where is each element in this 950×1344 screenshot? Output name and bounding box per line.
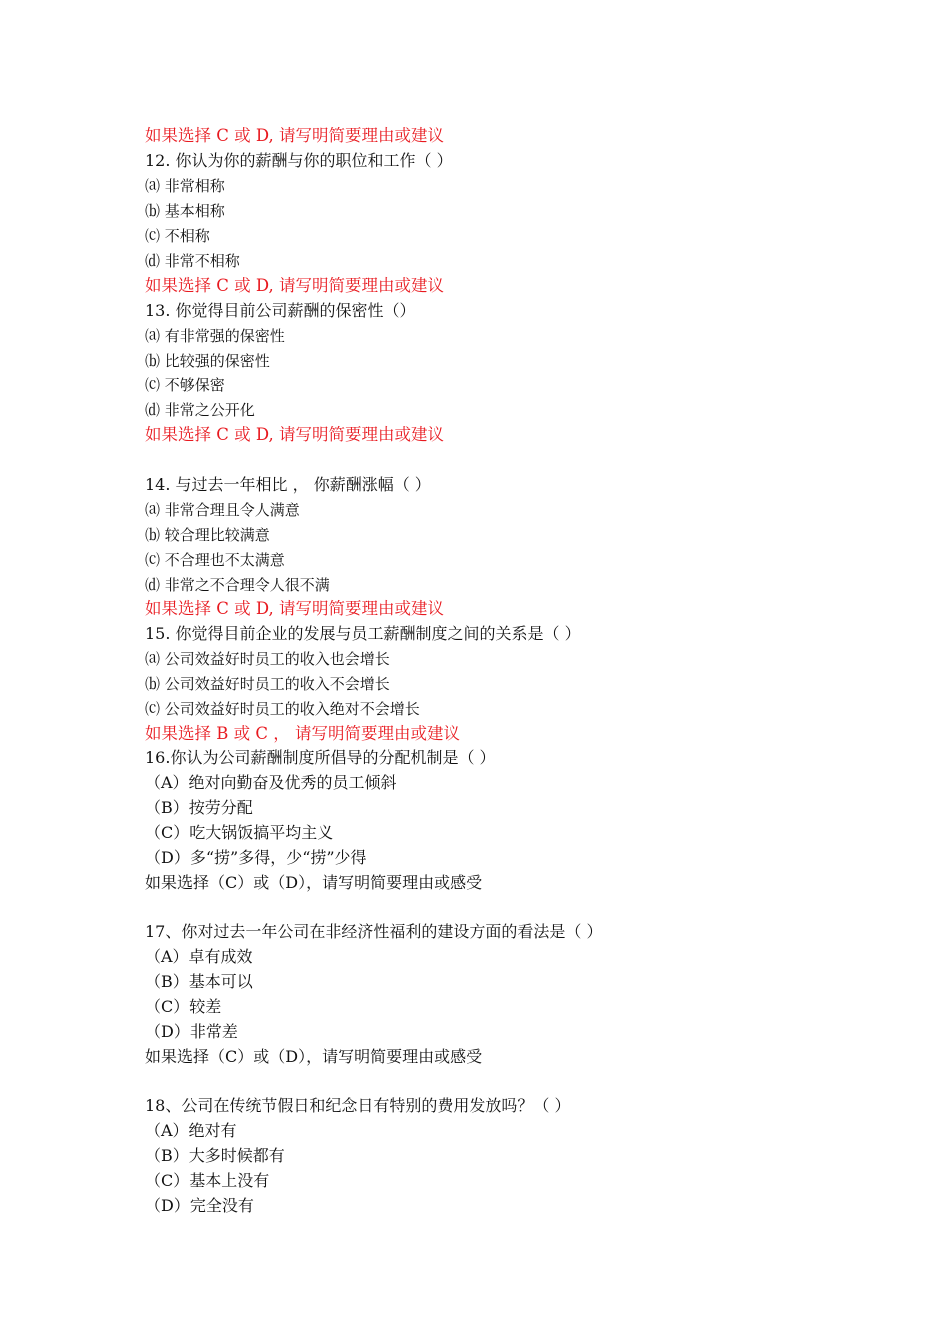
option-line: ⒟ 非常不相称 [145,252,240,270]
option-line: （A）绝对有 [145,1121,237,1140]
option-line: （C）基本上没有 [145,1171,270,1190]
note-line: 如果选择 C 或 D, 请写明简要理由或建议 [145,126,444,145]
option-line: ⒝ 较合理比较满意 [145,526,270,544]
option-line: （D）完全没有 [145,1196,254,1215]
reason-line: 如果选择（C）或（D），请写明简要理由或感受 [145,873,483,892]
option-line: （D）非常差 [145,1022,238,1041]
note-line: 如果选择 C 或 D, 请写明简要理由或建议 [145,425,444,444]
note-line: 如果选择 B 或 C ， 请写明简要理由或建议 [145,724,460,743]
option-line: ⒞ 公司效益好时员工的收入绝对不会增长 [145,700,420,718]
option-line: ⒜ 非常合理且令人满意 [145,501,300,519]
option-line: ⒜ 有非常强的保密性 [145,327,285,345]
reason-line: 如果选择（C）或（D），请写明简要理由或感受 [145,1047,483,1066]
option-line: （B）按劳分配 [145,798,253,817]
question-18: 18、公司在传统节假日和纪念日有特别的费用发放吗？（ ） [145,1096,571,1115]
question-16: 16.你认为公司薪酬制度所倡导的分配机制是（ ） [145,748,496,767]
option-line: （C）吃大锅饭搞平均主义 [145,823,334,842]
option-line: ⒝ 基本相称 [145,202,225,220]
option-line: ⒜ 公司效益好时员工的收入也会增长 [145,650,390,668]
option-line: （B）基本可以 [145,972,253,991]
option-line: ⒜ 非常相称 [145,177,225,195]
question-15: 15. 你觉得目前企业的发展与员工薪酬制度之间的关系是（ ） [145,624,581,643]
question-14: 14. 与过去一年相比 ， 你薪酬涨幅（ ） [145,475,431,494]
note-line: 如果选择 C 或 D, 请写明简要理由或建议 [145,276,444,295]
question-17: 17、你对过去一年公司在非经济性福利的建设方面的看法是（ ） [145,922,603,941]
option-line: （D）多“捞”多得，少“捞”少得 [145,848,367,867]
option-line: ⒝ 公司效益好时员工的收入不会增长 [145,675,390,693]
option-line: ⒞ 不相称 [145,227,210,245]
note-line: 如果选择 C 或 D, 请写明简要理由或建议 [145,599,444,618]
option-line: （B）大多时候都有 [145,1146,285,1165]
question-12: 12. 你认为你的薪酬与你的职位和工作（ ） [145,151,453,170]
option-line: （A）绝对向勤奋及优秀的员工倾斜 [145,773,397,792]
option-line: （A）卓有成效 [145,947,253,966]
option-line: ⒞ 不够保密 [145,376,225,394]
option-line: ⒟ 非常之不合理令人很不满 [145,576,330,594]
option-line: （C）较差 [145,997,222,1016]
option-line: ⒟ 非常之公开化 [145,401,255,419]
question-13: 13. 你觉得目前公司薪酬的保密性（） [145,301,416,320]
option-line: ⒝ 比较强的保密性 [145,352,270,370]
option-line: ⒞ 不合理也不太满意 [145,551,285,569]
